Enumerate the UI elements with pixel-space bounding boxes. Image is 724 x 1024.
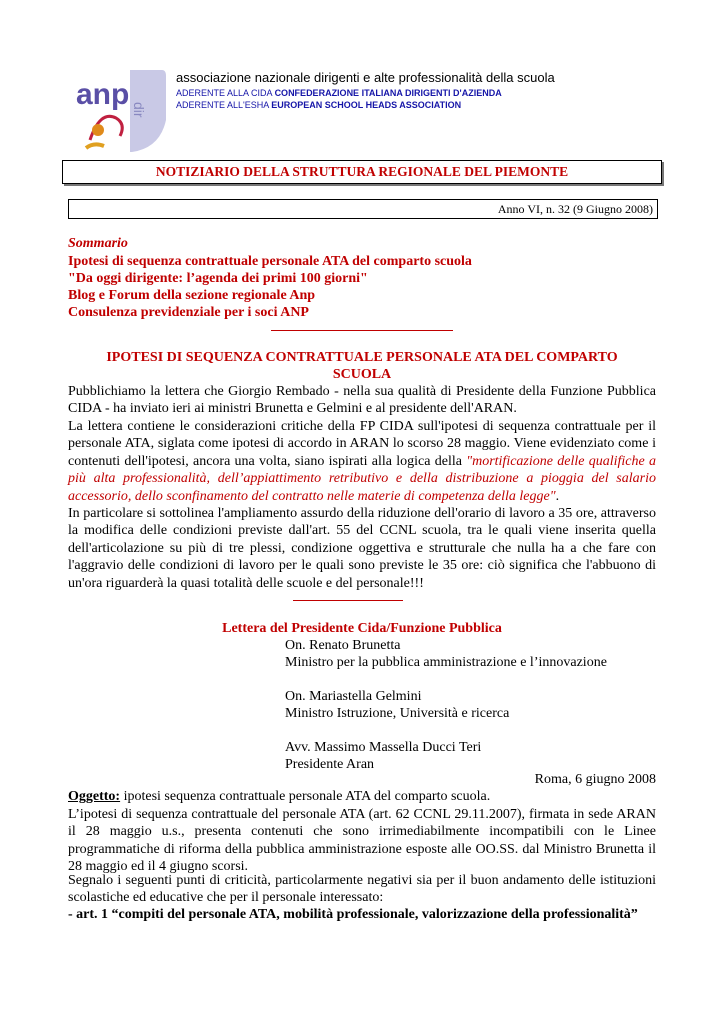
divider-1 bbox=[271, 330, 453, 331]
anp-logo bbox=[70, 60, 170, 160]
summary-item-2: "Da oggi dirigente: l’agenda dei primi 100 giorni" bbox=[68, 271, 368, 286]
esha-name: EUROPEAN SCHOOL HEADS ASSOCIATION bbox=[271, 100, 462, 110]
recipient-3-name: Avv. Massimo Massella Ducci Teri bbox=[285, 740, 482, 755]
letter-title: Lettera del Presidente Cida/Funzione Pubblica bbox=[222, 621, 502, 636]
place-date: Roma, 6 giugno 2008 bbox=[534, 772, 656, 787]
section1-paragraph-1: Pubblichiamo la lettera che Giorgio Rembado - nella sua qualità di Presidente della Funzione Pubblica CIDA - ha inviato ieri ai ministri Brunetta e Gelmini e al presidente dell'ARAN. bbox=[68, 384, 656, 417]
cida-name: CONFEDERAZIONE ITALIANA DIRIGENTI D'AZIENDA bbox=[274, 88, 502, 98]
subject-label: Oggetto: bbox=[68, 789, 121, 804]
summary-item-4: Consulenza previdenziale per i soci ANP bbox=[68, 305, 309, 320]
recipient-1-role: Ministro per la pubblica amministrazione e l’innovazione bbox=[285, 655, 607, 670]
summary-item-1: Ipotesi di sequenza contrattuale personale ATA del comparto scuola bbox=[68, 254, 472, 269]
svg-text:dir: dir bbox=[131, 102, 147, 118]
divider-2 bbox=[293, 600, 403, 601]
p2-start: La lettera contiene le considerazioni critiche della FP CIDA sull'ipotesi di sequenza contrattuale per il personale ATA, siglata come ipotesi di accordo in ARAN lo scorso 28 maggio. Viene evidenziato come i contenuti dell'ipotesi, ancora una volta, siano ispirati alla logica della bbox=[68, 419, 656, 469]
section1-paragraph-2 bbox=[68, 418, 656, 505]
article-1-heading: - art. 1 “compiti del personale ATA, mobilità professionale, valorizzazione della professionalità” bbox=[68, 907, 638, 922]
association-name: associazione nazionale dirigenti e alte professionalità della scuola bbox=[176, 70, 555, 85]
notiziario-title: NOTIZIARIO DELLA STRUTTURA REGIONALE DEL PIEMONTE bbox=[62, 160, 662, 184]
logo-text: anp bbox=[76, 78, 130, 111]
cida-prefix: ADERENTE ALLA CIDA bbox=[176, 88, 273, 98]
letter-paragraph-2: Segnalo i seguenti punti di criticità, particolarmente negativi sia per il buon andamento delle istituzioni scolastiche ed educative che per il personale interessato: bbox=[68, 873, 656, 906]
recipient-2-role: Ministro Istruzione, Università e ricerca bbox=[285, 706, 510, 721]
subject-text: ipotesi sequenza contrattuale personale ATA del comparto scuola. bbox=[120, 789, 491, 804]
p2-quote: "mortificazione delle qualifiche a più alta professionalità, dell’appiattimento retributivo e della distribuzione a pioggia del salario accessorio, dello sconfinamento del contratto nelle materie di competenza della legge" bbox=[68, 453, 656, 504]
letter-paragraph-1: L’ipotesi di sequenza contrattuale del personale ATA (art. 62 CCNL 29.11.2007), firmata in sede ARAN il 28 maggio u.s., presenta contenuti che sono irrimediabilmente incompatibili con le Linee programmatiche di riforma della pubblica amministrazione esposte alle OO.SS. dal Ministro Brunetta il 28 maggio ed il 4 giugno scorsi. bbox=[68, 807, 656, 875]
recipient-1-name: On. Renato Brunetta bbox=[285, 638, 401, 653]
subject-line bbox=[68, 789, 490, 805]
summary-heading: Sommario bbox=[68, 236, 128, 251]
issue-box bbox=[68, 199, 658, 219]
p2-end: . bbox=[555, 488, 560, 504]
issue-number: Anno VI, n. 32 (9 Giugno 2008) bbox=[497, 202, 653, 216]
esha-line bbox=[176, 100, 461, 110]
recipient-3-role: Presidente Aran bbox=[285, 757, 375, 772]
section-title-line1: IPOTESI DI SEQUENZA CONTRATTUALE PERSONALE ATA DEL COMPARTO bbox=[106, 350, 618, 365]
esha-prefix: ADERENTE ALL'ESHA bbox=[176, 100, 269, 110]
cida-line bbox=[176, 88, 502, 98]
section1-paragraph-3: In particolare si sottolinea l'ampliamento assurdo della riduzione dell'orario di lavoro a 35 ore, attraverso la modifica delle condizioni previste dall'art. 55 del CCNL scuola, tra le quali viene inserita quella dell'articolazione su più di tre plessi, condizione oggettiva e strutturale che nulla ha a che fare con l'aggravio delle condizioni di lavoro per le quali sono previste le 35 ore: ciò significa che l'abbuono di un'ora riguarderà la quasi totalità delle scuole e del personale!!! bbox=[68, 506, 656, 591]
summary-item-3: Blog e Forum della sezione regionale Anp bbox=[68, 288, 316, 303]
recipient-2-name: On. Mariastella Gelmini bbox=[285, 689, 422, 704]
section-title-line2: SCUOLA bbox=[332, 367, 392, 382]
